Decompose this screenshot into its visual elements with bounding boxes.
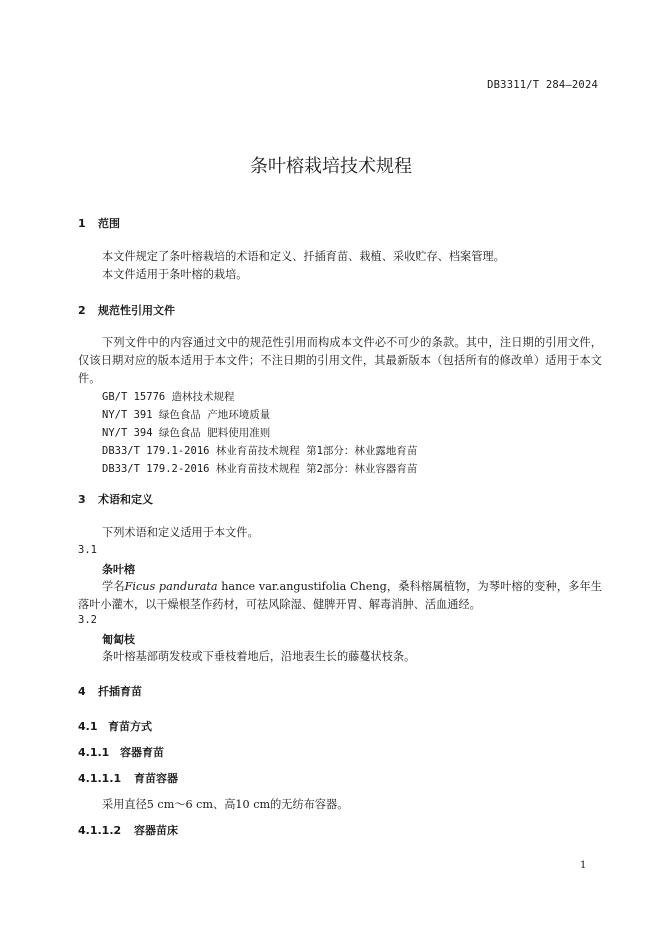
section-number: 1 xyxy=(78,217,86,230)
section-heading-1 xyxy=(78,215,120,231)
paragraph: 采用直径5 cm～6 cm、高10 cm的无纺布容器。 xyxy=(102,798,349,811)
section-title: 范围 xyxy=(98,217,120,230)
subsection-number: 4.1.1 xyxy=(78,746,110,759)
section-heading-4 xyxy=(78,683,142,699)
subsection-number: 4.1.1.1 xyxy=(78,772,122,785)
subsection-heading-4-1-1-2 xyxy=(78,822,178,838)
reference-item: NY/T 391 绿色食品 产地环境质量 xyxy=(102,409,271,421)
page-number: 1 xyxy=(580,860,587,871)
document-code: DB3311/T 284—2024 xyxy=(487,79,598,91)
paragraph: 下列术语和定义适用于本文件。 xyxy=(102,526,259,539)
section-title: 规范性引用文件 xyxy=(98,304,175,317)
subsection-title: 育苗方式 xyxy=(108,720,152,733)
term-definition xyxy=(78,578,602,614)
subsection-heading-4-1-1-1 xyxy=(78,770,178,786)
subsection-number: 4.1.1.2 xyxy=(78,824,122,837)
reference-item: GB/T 15776 造林技术规程 xyxy=(102,391,235,403)
subsection-heading-4-1-1 xyxy=(78,744,164,760)
definition-text: hance var.angustifolia Cheng，桑科榕属植物，为琴叶榕的变种，多年生落叶小灌木，以干燥根茎作药材，可祛风除湿、健脾开胃、解毒消肿、活血通经。 xyxy=(78,580,602,611)
subsection-heading-4-1 xyxy=(78,718,152,734)
term-definition: 条叶榕基部萌发枝或下垂枝着地后，沿地表生长的藤蔓状枝条。 xyxy=(102,650,416,663)
paragraph: 本文件适用于条叶榕的栽培。 xyxy=(102,268,248,281)
term-name: 匍匐枝 xyxy=(102,633,135,646)
reference-item: DB33/T 179.2-2016 林业育苗技术规程 第2部分：林业容器育苗 xyxy=(102,463,418,475)
subsection-title: 容器苗床 xyxy=(134,824,178,837)
section-heading-3 xyxy=(78,491,153,507)
term-name: 条叶榕 xyxy=(102,563,135,576)
latin-name: Ficus pandurata xyxy=(124,580,218,593)
page-title: 条叶榕栽培技术规程 xyxy=(250,156,412,177)
paragraph: 下列文件中的内容通过文中的规范性引用而构成本文件必不可少的条款。其中，注日期的引用文件，仅该日期对应的版本适用于本文件；不注日期的引用文件，其最新版本（包括所有的修改单）适用于本文件。 xyxy=(78,336,602,385)
definition-text: 学名 xyxy=(102,580,125,593)
subsection-number: 4.1 xyxy=(78,720,98,733)
section-title: 扦插育苗 xyxy=(98,685,142,698)
section-number: 2 xyxy=(78,304,86,317)
section-title: 术语和定义 xyxy=(98,493,153,506)
term-number: 3.2 xyxy=(78,614,97,626)
reference-item: DB33/T 179.1-2016 林业育苗技术规程 第1部分：林业露地育苗 xyxy=(102,445,418,457)
section-number: 3 xyxy=(78,493,86,506)
paragraph: 本文件规定了条叶榕栽培的术语和定义、扦插育苗、栽植、采收贮存、档案管理。 xyxy=(102,250,505,263)
reference-item: NY/T 394 绿色食品 肥料使用准则 xyxy=(102,427,271,439)
section-heading-2 xyxy=(78,302,175,318)
subsection-title: 育苗容器 xyxy=(134,772,178,785)
section-number: 4 xyxy=(78,685,86,698)
term-number: 3.1 xyxy=(78,544,97,556)
subsection-title: 容器育苗 xyxy=(120,746,164,759)
